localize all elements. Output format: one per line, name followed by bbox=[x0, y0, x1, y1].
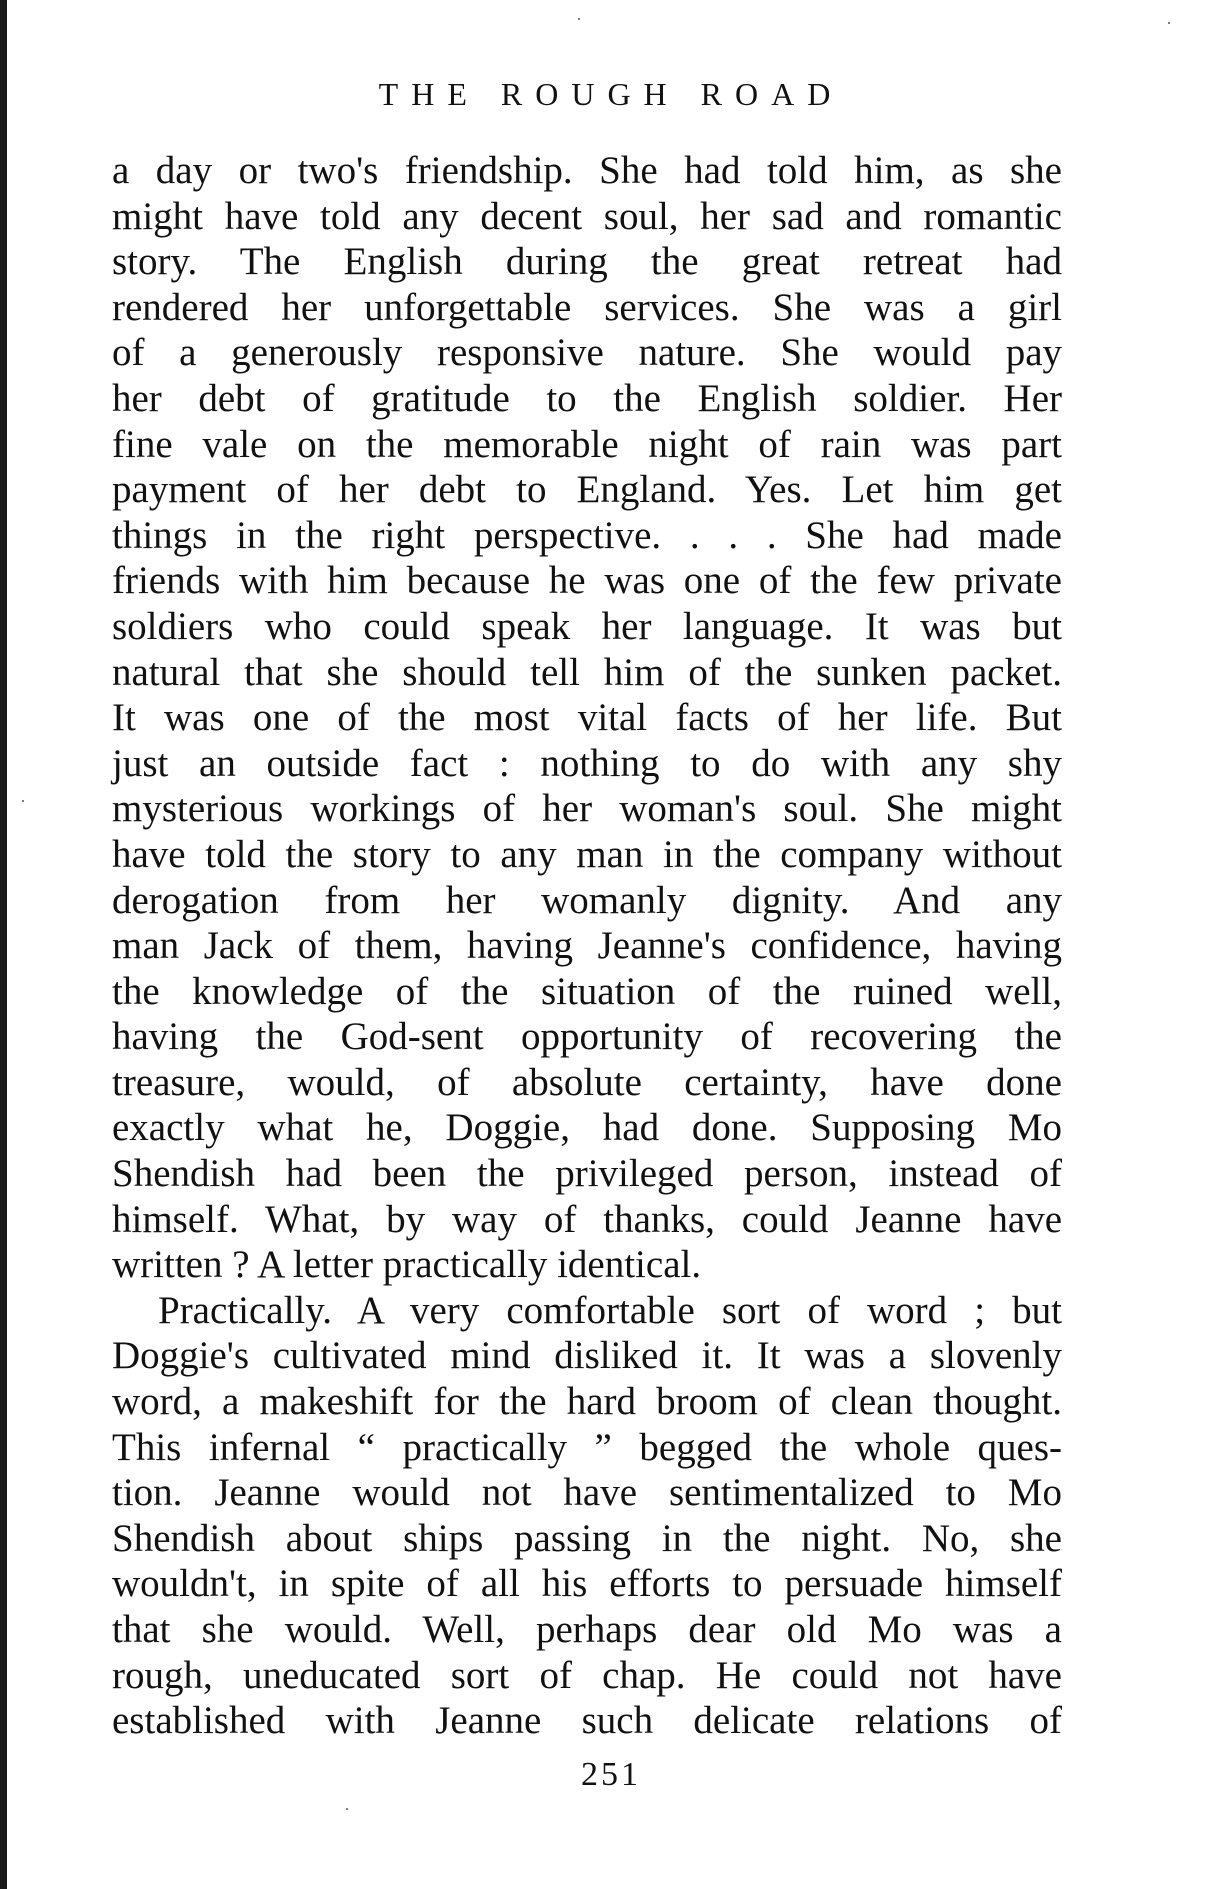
text-line: derogation from her womanly dignity. And any bbox=[112, 878, 1062, 922]
text-line: of a generously responsive nature. She would pay bbox=[112, 331, 1062, 375]
text-line: having the God-sent opportunity of recovering the bbox=[112, 1015, 1062, 1059]
text-line: mysterious workings of her woman's soul. She might bbox=[112, 787, 1062, 831]
text-line: written ? A letter practically identical. bbox=[112, 1243, 702, 1287]
text-line: treasure, would, of absolute certainty, have done bbox=[112, 1060, 1062, 1104]
text-line: soldiers who could speak her language. It was but bbox=[112, 604, 1062, 648]
text-line: payment of her debt to England. Yes. Let him get bbox=[112, 468, 1062, 512]
text-line: a day or two's friendship. She had told him, as she bbox=[112, 149, 1062, 192]
text-line: that she would. Well, perhaps dear old Mo was a bbox=[112, 1608, 1062, 1651]
page-number: 251 bbox=[581, 1756, 641, 1793]
text-line: wouldn't, in spite of all his efforts to persuade himself bbox=[112, 1562, 1062, 1606]
text-line: just an outside fact : nothing to do with any shy bbox=[112, 741, 1062, 785]
text-line: himself. What, by way of thanks, could Jeanne have bbox=[112, 1197, 1062, 1241]
text-line: established with Jeanne such delicate relations of bbox=[112, 1699, 1062, 1743]
paragraph-1 bbox=[112, 148, 1062, 1288]
text-line: Shendish about ships passing in the night. No, she bbox=[112, 1516, 1062, 1560]
text-line: friends with him because he was one of the few private bbox=[112, 559, 1062, 603]
text-line: rendered her unforgettable services. She was a girl bbox=[112, 285, 1062, 329]
running-head: THE ROUGH ROAD bbox=[378, 76, 844, 112]
text-line: man Jack of them, having Jeanne's confidence, having bbox=[112, 924, 1062, 968]
text-line: her debt of gratitude to the English soldier. Her bbox=[112, 376, 1062, 420]
page-spine-edge bbox=[0, 0, 7, 1889]
paper-speck bbox=[578, 18, 580, 20]
text-line: Practically. A very comfortable sort of word ; but bbox=[158, 1288, 1062, 1332]
text-line: things in the right perspective. . . . She had made bbox=[112, 513, 1062, 557]
text-line: story. The English during the great retreat had bbox=[112, 240, 1062, 284]
text-line: the knowledge of the situation of the ruined well, bbox=[112, 969, 1062, 1013]
text-line: natural that she should tell him of the sunken packet. bbox=[112, 650, 1062, 694]
text-line: It was one of the most vital facts of her life. But bbox=[112, 696, 1062, 740]
text-line: exactly what he, Doggie, had done. Supposing Mo bbox=[112, 1106, 1062, 1150]
paragraph-2 bbox=[112, 1288, 1062, 1744]
text-line: might have told any decent soul, her sad and romantic bbox=[112, 194, 1062, 238]
text-line: Shendish had been the privileged person, instead of bbox=[112, 1152, 1062, 1196]
text-line: have told the story to any man in the company without bbox=[112, 832, 1062, 876]
paper-speck bbox=[346, 1808, 348, 1810]
text-line: fine vale on the memorable night of rain was part bbox=[112, 422, 1062, 466]
text-line: tion. Jeanne would not have sentimentalized to Mo bbox=[112, 1471, 1062, 1515]
text-line: word, a makeshift for the hard broom of clean thought. bbox=[112, 1380, 1062, 1424]
paper-speck bbox=[22, 800, 24, 802]
text-line: This infernal “ practically ” begged the whole ques- bbox=[112, 1425, 1062, 1469]
text-line: Doggie's cultivated mind disliked it. It was a slovenly bbox=[112, 1334, 1062, 1378]
paper-speck bbox=[1168, 22, 1170, 24]
body-text bbox=[112, 148, 1062, 1744]
text-line: rough, uneducated sort of chap. He could not have bbox=[112, 1653, 1062, 1697]
